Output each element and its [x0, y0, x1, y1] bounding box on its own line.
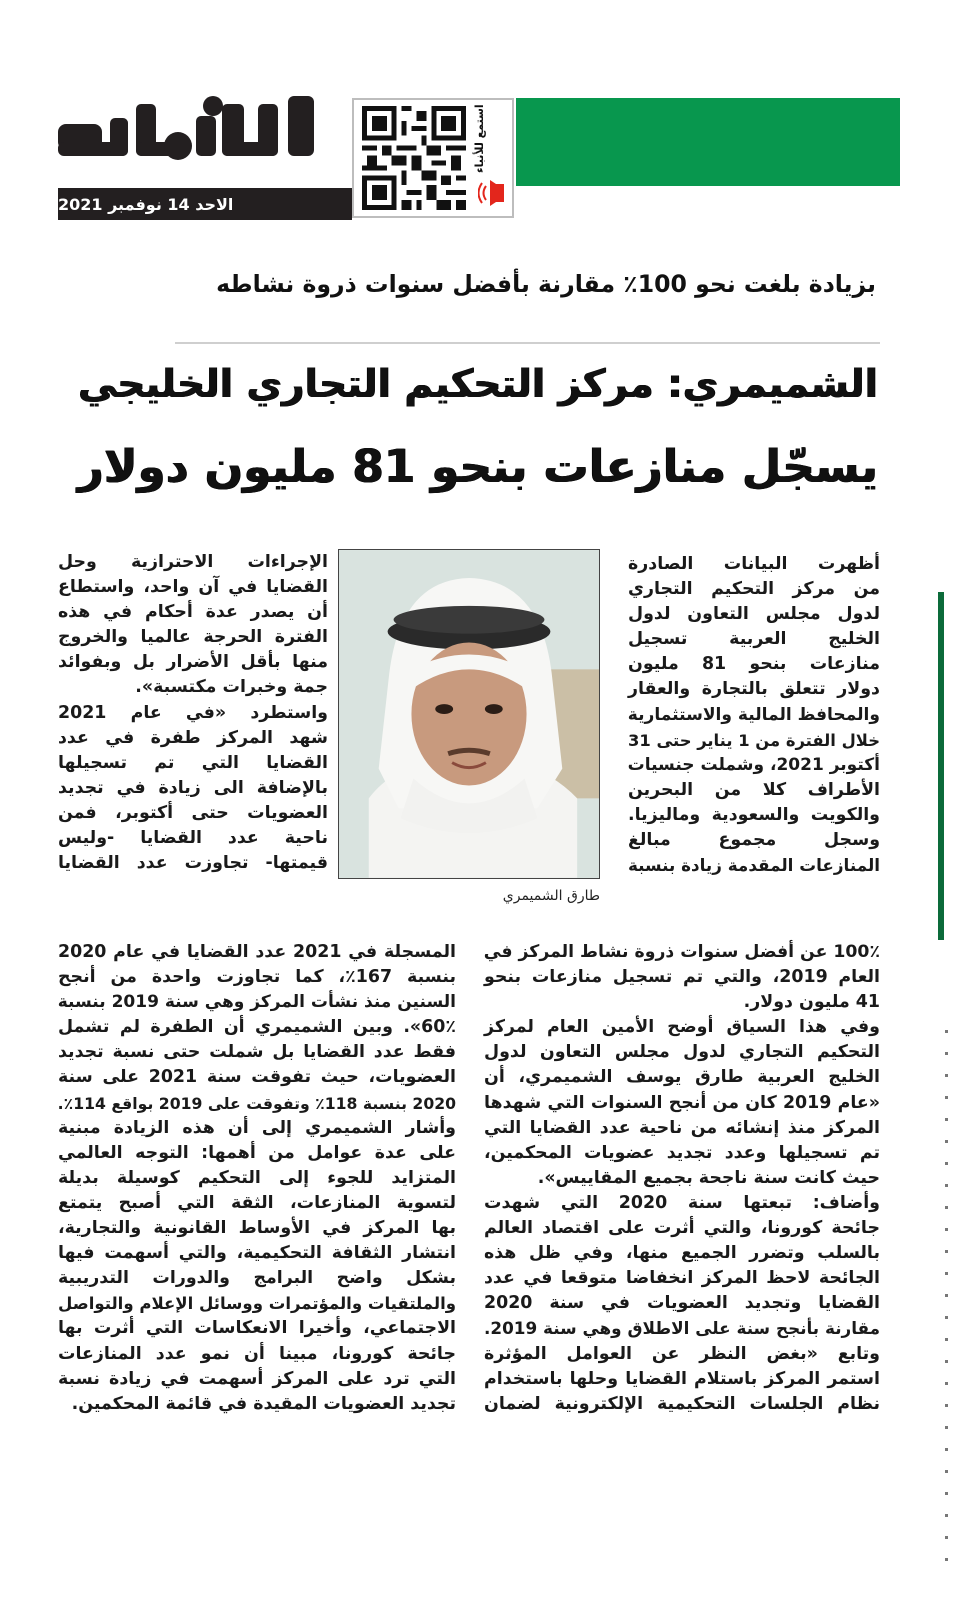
text-line: الجائحة لاحظ المركز انخفاضا متوقعا في عدد: [484, 1268, 880, 1289]
text-line: السنين منذ نشأت المركز وهي سنة 2019 بنسبة: [57, 992, 456, 1013]
article-column-left-wide: [58, 940, 456, 1417]
text-line: 100٪ عن أفضل سنوات ذروة نشاط المركز في: [483, 942, 880, 962]
text-line: دولار تتعلق بالتجارة والعقار: [628, 679, 880, 700]
text-line: بالسلب وتضرر الجميع منها، وفي ظل هذه: [484, 1243, 880, 1264]
text-line: وسجل مجموع مبالغ: [628, 830, 880, 851]
text-line: منها بأقل الأضرار بل وبفوائد: [58, 652, 328, 673]
issue-date-bar: [58, 188, 352, 220]
text-line: منازعات بنحو 81 مليون: [628, 654, 880, 675]
text-line: وتابع «بغض النظر عن العوامل المؤثرة: [484, 1343, 880, 1364]
text-line: جائحة كورونا، مبينا أن نمو عدد المنازعات: [58, 1343, 456, 1364]
text-line: نظام الجلسات التحكيمية الإلكترونية لضمان: [484, 1393, 880, 1414]
text-line: ناحية عدد القضايا -وليس: [58, 828, 328, 849]
text-line: المسجلة في 2021 عدد القضايا في عام 2020: [58, 942, 456, 962]
text-line: قيمتها- تجاوزت عدد القضايا: [58, 853, 328, 874]
text-line: من مركز التحكيم التجاري: [628, 579, 880, 600]
newspaper-logo: [58, 96, 316, 166]
article-column-right: [628, 552, 880, 878]
text-line: أكتوبر 2021، وشملت جنسيات: [627, 754, 880, 775]
text-line: 2020 بنسبة 118٪ وتفوقت على 2019 بواقع 114٪.: [57, 1093, 456, 1113]
text-line: الخليج العربية تسجيل: [628, 629, 880, 650]
text-line: استمر المركز باستلام القضايا وحلها باستخدام: [484, 1368, 880, 1389]
text-line: بها المركز في الأوساط القانونية والتجارية،: [58, 1218, 456, 1239]
headline-divider: [175, 342, 880, 344]
text-line: جمة وخبرات مكتسبة».: [135, 677, 328, 698]
text-line: أظهرت البيانات الصادرة: [628, 554, 880, 574]
text-line: تم تسجيلها وعدد تجديد عضويات المحكمين،: [484, 1142, 880, 1163]
speaker-icon: [478, 178, 512, 208]
text-line: وأضاف: تبعتها سنة 2020 التي شهدت: [484, 1192, 880, 1213]
photo-caption: طارق الشميمري: [502, 888, 600, 904]
text-line: 41 مليون دولار.: [743, 992, 880, 1013]
text-line: وأشار الشميمري إلى أن هذه الزيادة مبنية: [58, 1117, 456, 1138]
headline-line-1: الشميمري: مركز التحكيم التجاري الخليجي: [78, 362, 878, 407]
listen-qr-panel[interactable]: [352, 98, 514, 218]
text-line: تجديد العضويات المقيدة في قائمة المحكمين.: [71, 1393, 456, 1414]
portrait-illustration: [339, 550, 599, 878]
text-line: المركز منذ إنشائه من ناحية عدد القضايا التي: [484, 1117, 880, 1138]
text-line: بالإضافة الى زيادة في تجديد: [58, 777, 328, 798]
listen-label: استمع للأنباء: [473, 104, 486, 174]
text-line: واستطرد «في عام 2021: [58, 702, 328, 723]
text-line: فقط عدد القضايا بل شملت حتى نسبة تجديد: [58, 1042, 456, 1063]
text-line: التحكيم التجاري لدول مجلس التعاون لدول: [484, 1042, 880, 1063]
text-line: خلال الفترة من 1 يناير حتى 31: [628, 730, 880, 750]
text-line: 60٪». وبين الشميمري أن الطفرة لم تشمل: [58, 1017, 456, 1038]
text-line: العضويات حتى أكتوبر، فمن: [58, 802, 328, 823]
portrait-photo: [338, 549, 600, 879]
adjacent-page-green-strip: [938, 592, 944, 940]
adjacent-page-margin: [900, 0, 962, 1600]
text-line: الفترة الحرجة عالميا والخروج: [58, 627, 328, 648]
text-line: التي ترد على المركز أسهمت في زيادة نسبة: [58, 1368, 456, 1389]
text-line: الاجتماعي، وأخيرا الانعكاسات التي أثرت بها: [58, 1318, 456, 1339]
text-line: أن يصدر عدة أحكام في هذه: [58, 602, 328, 623]
text-line: القضايا التي تم تسجيلها: [58, 752, 328, 773]
text-line: لدول مجلس التعاون لدول: [628, 604, 880, 625]
text-line: حيث كانت سنة ناجحة بجميع المقاييس».: [537, 1167, 880, 1188]
article-column-left: [58, 550, 328, 876]
text-line: الإجراءات الاحترازية وحل: [58, 552, 328, 572]
text-line: العضويات، حيث تفوقت سنة 2021 على سنة: [58, 1067, 456, 1088]
text-line: لتسوية المنازعات، الثقة التي أصبح يتمتع: [58, 1192, 456, 1213]
article-column-right-wide: [484, 940, 880, 1417]
text-line: انتشار الثقافة التحكيمية، والتي أسهمت فيها: [58, 1243, 456, 1264]
brand-green-band: [516, 98, 962, 186]
text-line: الخليج العربية طارق يوسف الشميمري، أن: [484, 1067, 880, 1088]
headline-line-2: يسجّل منازعات بنحو 81 مليون دولار: [77, 440, 878, 493]
article-kicker: بزيادة بلغت نحو 100٪ مقارنة بأفضل سنوات ذروة نشاطه: [216, 270, 876, 298]
text-line: مقارنة بأنجح سنة على الاطلاق وهي سنة 2019.: [484, 1318, 880, 1339]
text-line: «عام 2019 كان من أنجح السنوات التي شهدها: [484, 1092, 880, 1113]
text-line: شهد المركز طفرة في عدد: [58, 727, 328, 748]
text-line: المتزايد للجوء إلى التحكيم كوسيلة بديلة: [58, 1167, 456, 1188]
text-line: بنسبة 167٪، كما تجاوزت واحدة من أنجح: [58, 967, 456, 988]
text-line: بشكل واضح البرامج والدورات التدريبية: [58, 1268, 456, 1289]
text-line: والكويت والسعودية وماليزيا.: [628, 804, 880, 825]
text-line: والمحافظ المالية والاستثمارية: [627, 704, 880, 725]
text-line: جائحة كورونا، والتي أثرت على اقتصاد العالم: [484, 1218, 880, 1239]
text-line: على عدة عوامل من أهمها: التوجه العالمي: [58, 1142, 456, 1163]
issue-date: الاحد 14 نوفمبر 2021: [58, 194, 234, 214]
adjacent-page-text-bleed: [945, 1030, 948, 1570]
text-line: القضايا في آن واحد، واستطاع: [58, 577, 328, 598]
text-line: الأطراف كلا من البحرين: [628, 779, 880, 800]
text-line: القضايا وتجديد العضويات في سنة 2020: [484, 1293, 880, 1314]
text-line: المنازعات المقدمة زيادة بنسبة: [628, 855, 880, 876]
text-line: والملتقيات والمؤتمرات ووسائل الإعلام والتواصل: [58, 1294, 456, 1314]
text-line: وفي هذا السياق أوضح الأمين العام لمركز: [484, 1017, 880, 1038]
text-line: العام 2019، والتي تم تسجيل منازعات بنحو: [484, 967, 881, 988]
qr-code-icon: [362, 106, 466, 210]
